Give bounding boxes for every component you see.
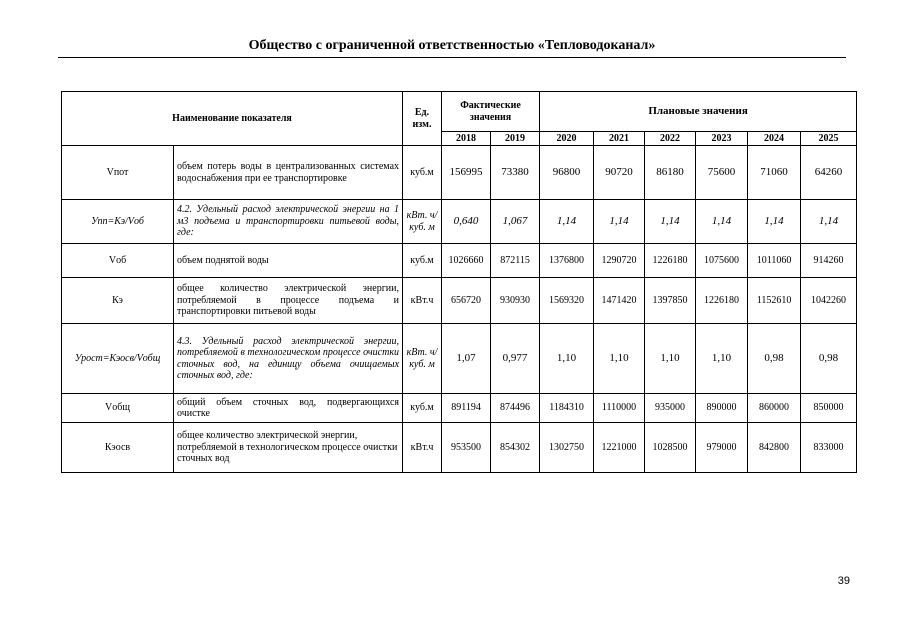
value-cell: 1290720 (594, 244, 645, 278)
header-year: 2020 (540, 132, 594, 146)
page-number: 39 (837, 575, 850, 587)
indicator-description: общее количество электрической энергии, потребляемой в технологическом процессе очистки сточных вод (174, 423, 403, 473)
indicator-unit: кВт.ч (403, 423, 442, 473)
value-cell: 833000 (801, 423, 857, 473)
header-year: 2023 (696, 132, 748, 146)
value-cell: 64260 (801, 146, 857, 200)
indicator-unit: куб.м (403, 146, 442, 200)
indicator-unit: кВт. ч/куб. м (403, 324, 442, 394)
table-row (62, 324, 857, 394)
indicator-symbol: Кэосв (62, 423, 174, 473)
header-year: 2019 (491, 132, 540, 146)
value-cell: 1184310 (540, 394, 594, 423)
indicator-unit: кВт. ч/куб. м (403, 200, 442, 244)
page-title: Общество с ограниченной ответственностью «Тепловодоканал» (248, 38, 656, 53)
value-cell: 1,10 (645, 324, 696, 394)
value-cell: 96800 (540, 146, 594, 200)
indicator-description: объем потерь воды в централизованных системах водоснабжения при ее транспортировке (174, 146, 403, 200)
table-row (62, 244, 857, 278)
value-cell: 73380 (491, 146, 540, 200)
value-cell: 914260 (801, 244, 857, 278)
value-cell: 1376800 (540, 244, 594, 278)
value-cell: 842800 (748, 423, 801, 473)
indicator-description: общий объем сточных вод, подвергающихся очистке (174, 394, 403, 423)
table-row (62, 423, 857, 473)
value-cell: 1,14 (594, 200, 645, 244)
value-cell: 0,977 (491, 324, 540, 394)
value-cell: 156995 (442, 146, 491, 200)
header-year: 2024 (748, 132, 801, 146)
value-cell: 1110000 (594, 394, 645, 423)
indicator-unit: кВт.ч (403, 278, 442, 324)
value-cell: 0,98 (748, 324, 801, 394)
indicator-symbol: Кэ (62, 278, 174, 324)
value-cell: 1028500 (645, 423, 696, 473)
value-cell: 1042260 (801, 278, 857, 324)
value-cell: 854302 (491, 423, 540, 473)
header-year: 2021 (594, 132, 645, 146)
value-cell: 930930 (491, 278, 540, 324)
header-unit: Ед. изм. (403, 92, 442, 146)
header-rule (58, 57, 846, 58)
value-cell: 1226180 (645, 244, 696, 278)
value-cell: 1,14 (645, 200, 696, 244)
value-cell: 874496 (491, 394, 540, 423)
value-cell: 1,07 (442, 324, 491, 394)
value-cell: 1,067 (491, 200, 540, 244)
table-row (62, 146, 857, 200)
header-plan-values: Плановые значения (540, 92, 857, 132)
header-year: 2022 (645, 132, 696, 146)
value-cell: 1,10 (594, 324, 645, 394)
header-year: 2025 (801, 132, 857, 146)
value-cell: 1,10 (540, 324, 594, 394)
indicator-description: 4.2. Удельный расход электрической энергии на 1 м3 подъема и транспортировки питьевой воды, где: (174, 200, 403, 244)
value-cell: 1026660 (442, 244, 491, 278)
value-cell: 935000 (645, 394, 696, 423)
indicator-description: общее количество электрической энергии, потребляемой в процессе подъема и транспортировки питьевой воды (174, 278, 403, 324)
value-cell: 872115 (491, 244, 540, 278)
value-cell: 75600 (696, 146, 748, 200)
value-cell: 0,98 (801, 324, 857, 394)
header-actual-values: Фактические значения (442, 92, 540, 132)
value-cell: 1471420 (594, 278, 645, 324)
header-year: 2018 (442, 132, 491, 146)
indicators-table (61, 91, 857, 473)
value-cell: 1,14 (748, 200, 801, 244)
value-cell: 0,640 (442, 200, 491, 244)
indicator-unit: куб.м (403, 394, 442, 423)
table-row (62, 200, 857, 244)
value-cell: 891194 (442, 394, 491, 423)
value-cell: 890000 (696, 394, 748, 423)
value-cell: 850000 (801, 394, 857, 423)
value-cell: 656720 (442, 278, 491, 324)
value-cell: 860000 (748, 394, 801, 423)
value-cell: 1,14 (801, 200, 857, 244)
indicator-description: 4.3. Удельный расход электрической энергии, потребляемой в технологическом процессе очистки сточных вод, на единицу объема очищаемых сточных вод, где: (174, 324, 403, 394)
value-cell: 953500 (442, 423, 491, 473)
indicator-description: объем поднятой воды (174, 244, 403, 278)
value-cell: 1302750 (540, 423, 594, 473)
value-cell: 1075600 (696, 244, 748, 278)
value-cell: 1,14 (540, 200, 594, 244)
indicator-symbol: Vобщ (62, 394, 174, 423)
value-cell: 1221000 (594, 423, 645, 473)
indicator-symbol: Vоб (62, 244, 174, 278)
value-cell: 1569320 (540, 278, 594, 324)
indicator-unit: куб.м (403, 244, 442, 278)
value-cell: 979000 (696, 423, 748, 473)
indicator-symbol: Упп=Кэ/Vоб (62, 200, 174, 244)
value-cell: 1,10 (696, 324, 748, 394)
table-row (62, 394, 857, 423)
value-cell: 1011060 (748, 244, 801, 278)
value-cell: 1,14 (696, 200, 748, 244)
value-cell: 90720 (594, 146, 645, 200)
value-cell: 1397850 (645, 278, 696, 324)
value-cell: 1152610 (748, 278, 801, 324)
header-indicator-name: Наименование показателя (62, 92, 403, 146)
indicator-symbol: Vпот (62, 146, 174, 200)
value-cell: 71060 (748, 146, 801, 200)
value-cell: 1226180 (696, 278, 748, 324)
value-cell: 86180 (645, 146, 696, 200)
table-row (62, 278, 857, 324)
indicator-symbol: Урост=Кэосв/Vобщ (62, 324, 174, 394)
